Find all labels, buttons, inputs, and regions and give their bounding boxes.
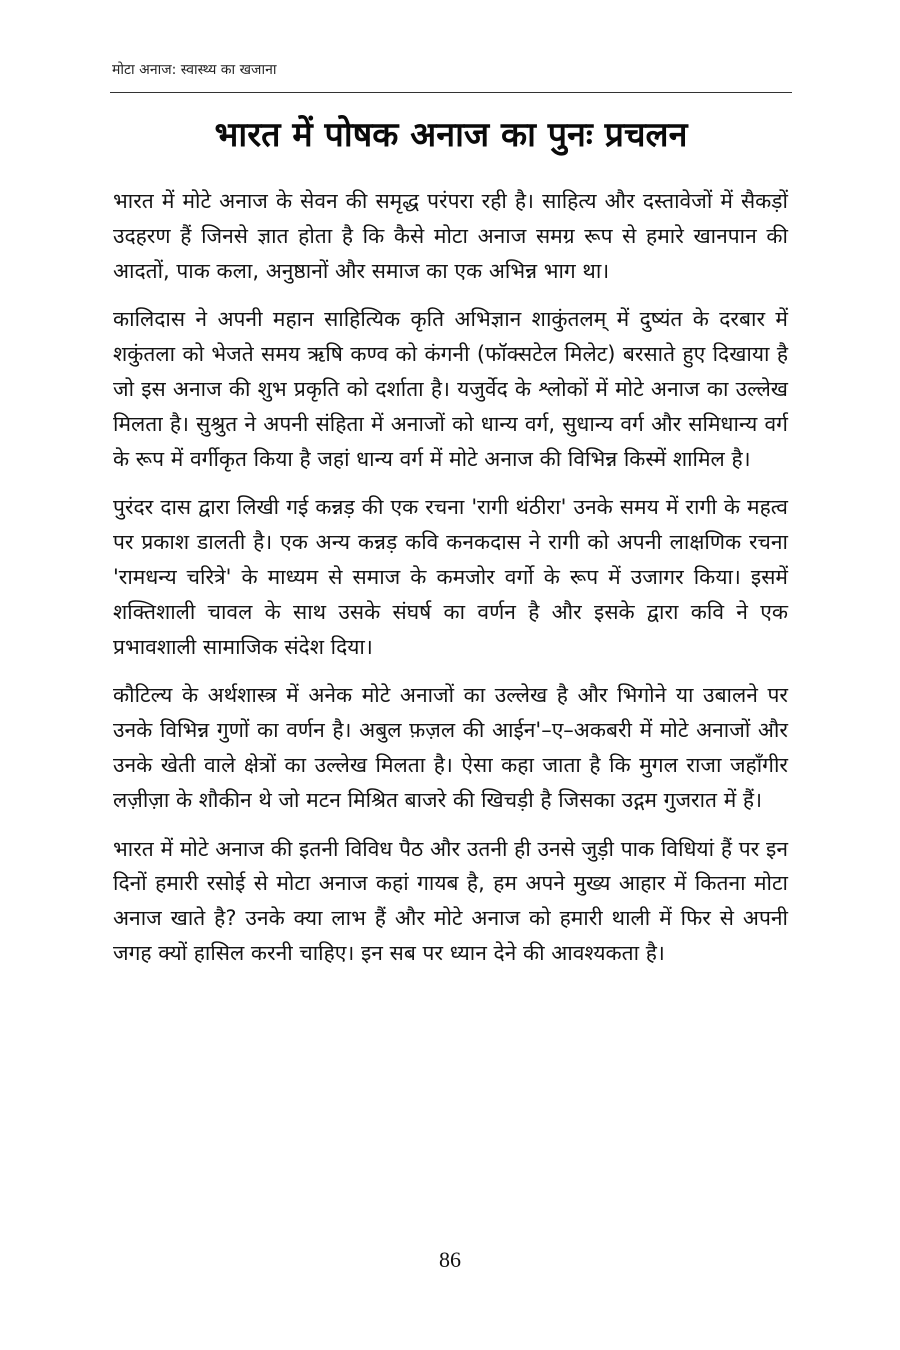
paragraph-3: पुरंदर दास द्वारा लिखी गई कन्नड़ की एक रचना 'रागी थंठीरा' उनके समय में रागी के महत्व पर प्रकाश डालती है। एक अन्य कन्नड़ कवि कनकदास ने रागी को अपनी लाक्षणिक रचना 'रामधन्य चरित्रे' के माध्यम से समाज के कमजोर वर्गो के रूप में उजागर किया। इसमें शक्तिशाली चावल के साथ उसके संघर्ष का वर्णन है और इसके द्वारा कवि ने एक प्रभावशाली सामाजिक संदेश दिया। bbox=[113, 495, 788, 659]
paragraph-2: कालिदास ने अपनी महान साहित्यिक कृति अभिज्ञान शाकुंतलम् में दुष्यंत के दरबार में शकुंतला को भेजते समय ऋषि कण्व को कंगनी (फॉक्सटेल मिलेट) बरसाते हुए दिखाया है जो इस अनाज की शुभ प्रकृति को दर्शाता है। यजुर्वेद के श्लोकों में मोटे अनाज का उल्लेख मिलता है। सुश्रुत ने अपनी संहिता में अनाजों को धान्य वर्ग, सुधान्य वर्ग और समिधान्य वर्ग के रूप में वर्गीकृत किया है जहां धान्य वर्ग में मोटे अनाज की विभिन्न किस्में शामिल है। bbox=[113, 307, 788, 471]
body-text bbox=[113, 184, 788, 985]
paragraph-4: कौटिल्य के अर्थशास्त्र में अनेक मोटे अनाजों का उल्लेख है और भिगोने या उबालने पर उनके विभिन्न गुणों का वर्णन है। अबुल फ़ज़ल की आईन'–ए–अकबरी में मोटे अनाजों और उनके खेती वाले क्षेत्रों का उल्लेख मिलता है। ऐसा कहा जाता है कि मुगल राजा जहाँगीर लज़ीज़ा के शौकीन थे जो मटन मिश्रित बाजरे की खिचड़ी है जिसका उद्गम गुजरात में हैं। bbox=[113, 683, 788, 812]
paragraph-5: भारत में मोटे अनाज की इतनी विविध पैठ और उतनी ही उनसे जुड़ी पाक विधियां हैं पर इन दिनों हमारी रसोई से मोटा अनाज कहां गायब है, हम अपने मुख्य आहार में कितना मोटा अनाज खाते है? उनके क्या लाभ हैं और मोटे अनाज को हमारी थाली में फिर से अपनी जगह क्यों हासिल करनी चाहिए। इन सब पर ध्यान देने की आवश्यकता है। bbox=[113, 836, 788, 965]
page-number: 86 bbox=[439, 1247, 461, 1272]
paragraph-1: भारत में मोटे अनाज के सेवन की समृद्ध परंपरा रही है। साहित्य और दस्तावेजों में सैकड़ों उदहरण हैं जिनसे ज्ञात होता है कि कैसे मोटा अनाज समग्र रूप से हमारे खानपान की आदतों, पाक कला, अनुष्ठानों और समाज का एक अभिन्न भाग था। bbox=[113, 189, 788, 283]
header-divider bbox=[110, 92, 792, 93]
page-title: भारत में पोषक अनाज का पुनः प्रचलन bbox=[214, 115, 688, 155]
running-header: मोटा अनाज: स्वास्थ्य का खजाना bbox=[112, 62, 277, 78]
